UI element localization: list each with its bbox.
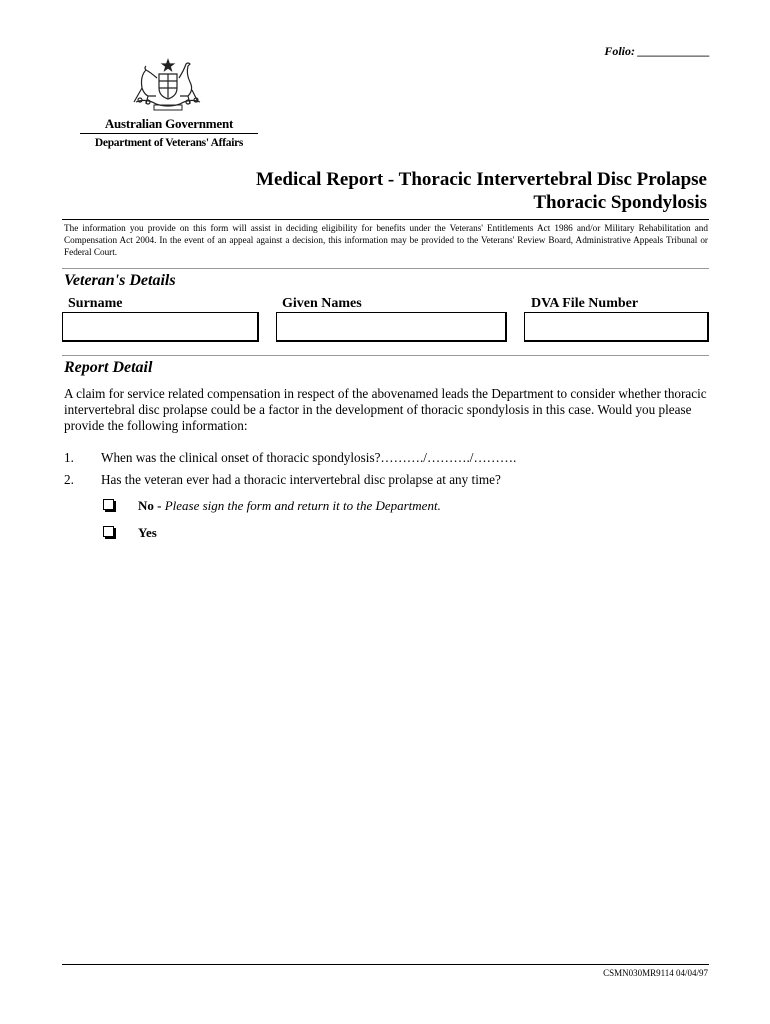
yes-checkbox[interactable] — [103, 526, 114, 537]
logo-divider — [80, 133, 258, 134]
surname-label: Surname — [68, 296, 123, 311]
coat-of-arms-logo — [126, 58, 210, 112]
option-yes-label: Yes — [138, 525, 157, 540]
option-yes — [138, 525, 157, 541]
question-2-number: 2. — [64, 472, 74, 487]
given-names-label: Given Names — [282, 296, 362, 311]
footer-divider — [62, 964, 709, 965]
dva-file-number-field[interactable] — [524, 312, 709, 342]
given-names-field[interactable] — [276, 312, 507, 342]
folio-label: Folio: ____________ — [604, 44, 710, 58]
report-detail-heading: Report Detail — [64, 359, 153, 376]
form-code: CSMN030MR9114 04/04/97 — [603, 968, 708, 978]
option-no-note: Please sign the form and return it to the Department. — [164, 498, 441, 513]
question-1-text: When was the clinical onset of thoracic spondylosis?………./………./………. — [101, 450, 517, 465]
question-1-number: 1. — [64, 450, 74, 465]
dva-file-number-label: DVA File Number — [531, 296, 639, 311]
question-2-text: Has the veteran ever had a thoracic intervertebral disc prolapse at any time? — [101, 472, 501, 487]
title-divider — [62, 219, 709, 220]
veterans-details-heading: Veteran's Details — [64, 272, 176, 289]
page-title — [200, 168, 707, 214]
option-no-label: No - — [138, 498, 162, 513]
title-line-2: Thoracic Spondylosis — [533, 192, 707, 213]
section-divider — [62, 355, 709, 356]
government-name: Australian Government — [104, 116, 234, 131]
intro-text: The information you provide on this form will assist in deciding eligibility for benefits under the Veterans' Entitlements Act 1986 and/or Military Rehabilitation and Compensation Act 2004. In the event of an appeal against a decision, this information may be provided to the Veterans' Review Board, Administrative Appeals Tribunal or Federal Court. — [64, 223, 708, 257]
option-no — [138, 498, 441, 514]
title-line-1: Medical Report - Thoracic Intervertebral Disc Prolapse — [256, 169, 707, 190]
department-name: Department of Veterans' Affairs — [94, 137, 244, 149]
surname-field[interactable] — [62, 312, 259, 342]
section-divider — [62, 268, 709, 269]
no-checkbox[interactable] — [103, 499, 114, 510]
report-paragraph: A claim for service related compensation in respect of the abovenamed leads the Department to consider whether thoracic intervertebral disc prolapse could be a factor in the development of thoracic spondylosis in this case. Would you please provide the following information: — [64, 386, 707, 433]
